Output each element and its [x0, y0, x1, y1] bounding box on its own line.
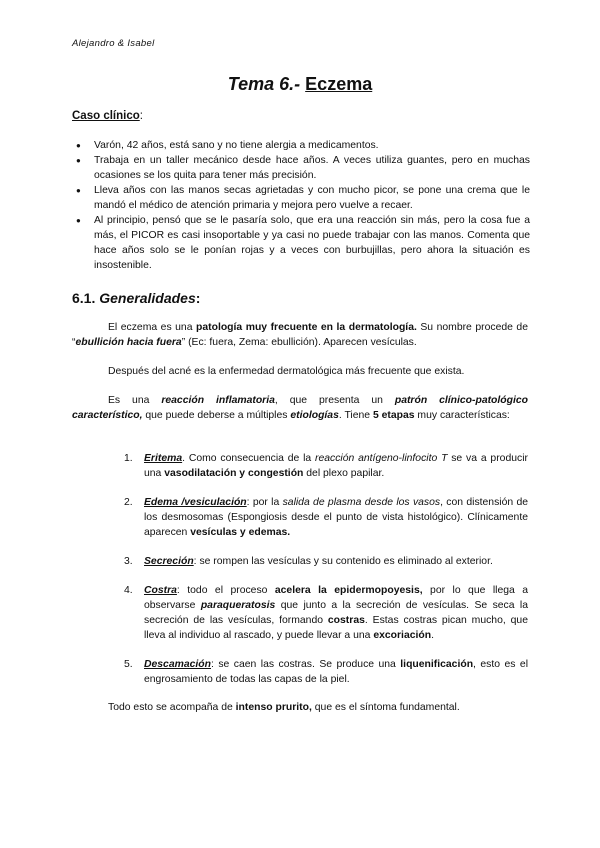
text-run: Es una: [108, 395, 162, 406]
text-run: : todo el proceso: [176, 585, 275, 596]
text-run: : se caen las costras. Se produce una: [211, 659, 401, 670]
closing-paragraph: [108, 702, 460, 713]
emphasis: etiologías: [290, 410, 339, 421]
stage-term: Eritema: [144, 453, 183, 464]
list-item: [118, 583, 528, 643]
list-item: [118, 451, 528, 481]
stage-term: Descamación: [144, 659, 211, 670]
list-item: [118, 554, 528, 569]
text-run: del plexo papilar.: [303, 468, 385, 479]
section-title: Generalidades: [99, 290, 196, 306]
emphasis: acelera la epidermopoyesis,: [274, 585, 423, 596]
emphasis: salida de plasma desde los vasos: [282, 497, 441, 508]
list-item: [118, 495, 528, 540]
emphasis: reacción antígeno-linfocito T: [315, 453, 448, 464]
text-run: , que presenta un: [274, 395, 395, 406]
stage-term: Costra: [144, 585, 177, 596]
emphasis: vesículas y edemas.: [190, 527, 291, 538]
text-run: : se rompen las vesículas y su contenido es eliminado al exterior.: [193, 556, 493, 567]
paragraph-definition: [72, 320, 528, 350]
title-name: Eczema: [305, 74, 373, 94]
text-run: : por la: [246, 497, 283, 508]
text-run: . Estas costras pican mucho, que lleva al individuo al rascado, y puede llevar a una: [144, 615, 528, 641]
item-number: 5.: [124, 659, 133, 670]
section-colon: :: [195, 290, 201, 306]
emphasis: ebullición hacia fuera: [75, 337, 182, 348]
text-run: , esto es el engrosamiento de todas las capas de la piel.: [144, 659, 528, 685]
case-colon: :: [139, 110, 143, 122]
emphasis: costras: [327, 615, 365, 626]
emphasis: patología muy frecuente en la dermatología.: [196, 322, 417, 333]
item-number: 4.: [124, 585, 133, 596]
emphasis: vasodilatación y congestión: [164, 468, 304, 479]
stages-list: [118, 451, 528, 687]
text-run: El eczema es una: [108, 322, 197, 333]
text-run: ” (Ec: fuera, Zema: ebullición). Aparecen vesículas.: [181, 337, 417, 348]
text-run: muy características:: [414, 410, 510, 421]
text-run: Todo esto se acompaña de: [108, 702, 236, 713]
list-item: ● Lleva años con las manos secas agrietadas y con mucho picor, se pone una crema que le mandó el médico de atención primaria y mejora pero vuelve a recaer.: [72, 183, 530, 213]
text-run: que junto a la secreción de vesículas. Se seca la secreción de las vesículas, formando: [144, 600, 529, 626]
text-run: que puede deberse a múltiples: [142, 410, 291, 421]
emphasis: liquenificación: [400, 659, 474, 670]
text-run: que es el síntoma fundamental.: [311, 702, 460, 713]
text-run: .: [431, 630, 434, 641]
paragraph-frequency: [72, 364, 528, 379]
section-heading: [72, 290, 200, 306]
list-item: ● Trabaja en un taller mecánico desde hace años. A veces utiliza guantes, pero en muchas ocasiones se los quita para tener más precisión.: [72, 153, 530, 183]
case-label: Caso clínico: [72, 110, 140, 122]
text-run: por lo que llega a observarse: [144, 585, 529, 611]
list-item: ● Al principio, pensó que se le pasaría solo, que era una reacción sin más, pero la cosa fue a más, el PICOR es casi insoportable y ya casi no puede trabajar con las manos. Comenta que hace años solo se le ponían rojas y a veces con burbujillas, pero ahora la situación es insostenible.: [72, 213, 530, 273]
item-number: 3.: [124, 556, 133, 567]
emphasis: intenso prurito,: [235, 702, 312, 713]
list-item: [118, 657, 528, 687]
emphasis: reacción inflamatoria: [161, 395, 275, 406]
emphasis: 5 etapas: [372, 410, 415, 421]
case-bullet-list: [72, 138, 530, 273]
emphasis: paraqueratosis: [200, 600, 276, 611]
emphasis: patrón clínico-patológico característico,: [72, 395, 528, 421]
emphasis: excoriación: [373, 630, 432, 641]
text-run: Después del acné es la enfermedad dermatológica más frecuente que exista.: [108, 366, 465, 377]
item-number: 1.: [124, 453, 133, 464]
item-number: 2.: [124, 497, 133, 508]
running-header: Alejandro & Isabel: [72, 38, 155, 49]
text-run: . Tiene: [338, 410, 373, 421]
stage-term: Edema /vesiculación: [144, 497, 247, 508]
text-run: , con distensión de los desmosomas (Espongiosis desde el punto de vista histológico). Clínicamente aparecen: [144, 497, 529, 538]
case-heading: [72, 110, 143, 122]
title-prefix: Tema 6.-: [227, 74, 301, 94]
text-run: se va a producir una: [144, 453, 528, 479]
section-number: 6.1.: [72, 290, 96, 306]
text-run: . Como consecuencia de la: [182, 453, 316, 464]
text-run: Su nombre procede de “: [72, 322, 528, 348]
stage-term: Secreción: [144, 556, 194, 567]
list-item: ● Varón, 42 años, está sano y no tiene alergia a medicamentos.: [72, 138, 530, 153]
page-title: [0, 74, 600, 95]
paragraph-reaction: [72, 393, 528, 423]
